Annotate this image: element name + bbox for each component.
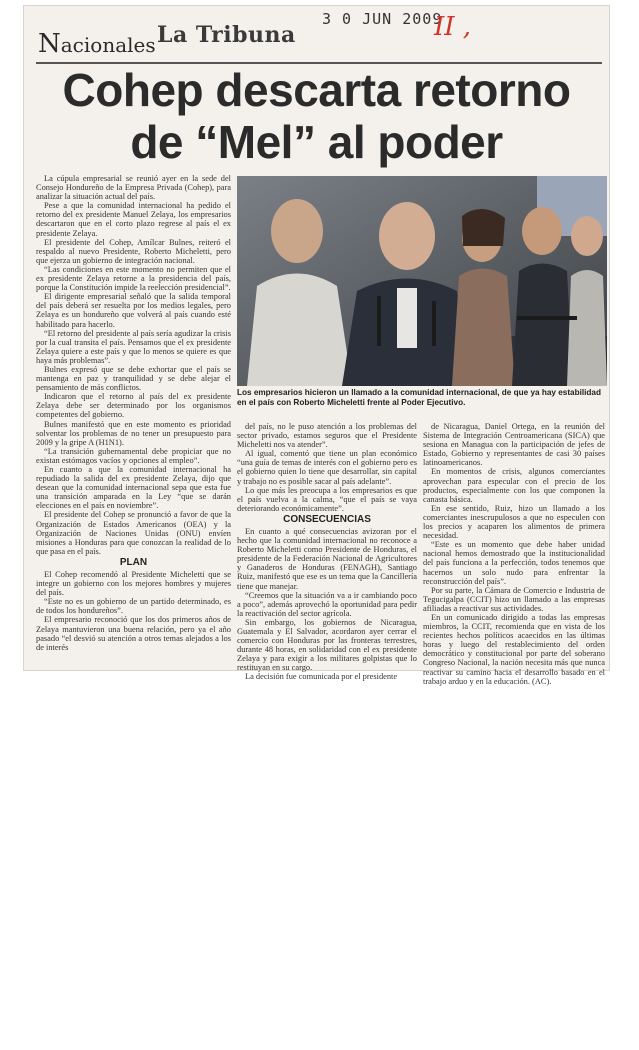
article-paragraph: El empresario reconoció que los dos primeros años de Zelaya mantuvieron una buena relación, pero ya el año pasado “el desvió su atención a otros temas alejados a los de interés — [36, 615, 231, 652]
article-paragraph: En cuanto a qué consecuencias avizoran por el hecho que la comunidad internacional no reconoce a Roberto Micheletti como Presidente de Honduras, el presidente de la Federación Nacional de Agricultores y Ganaderos de Honduras (FENAGH), Santiago Ruiz, manifestó que ese es un tema que la Cancillería tiene que manejar. — [237, 526, 417, 591]
column-3-paragraphs — [423, 422, 605, 686]
photo-image — [237, 176, 607, 386]
subhead-consecuencias: CONSECUENCIAS — [283, 513, 371, 525]
article-paragraph: En un comunicado dirigido a todas las empresas miembros, la CCIT, recomienda que en vista de los recientes hechos políticos acaecidos en las últimas horas y luego del restablecimiento del orden democrático y constitucional por parte del soberano Congreso Nacional, la nación necesita más que nunca reactivar su camino hacia el desarrollo basado en el trabajo arduo y en la educación. (AC). — [423, 612, 605, 686]
article-column-3 — [423, 422, 605, 686]
article-paragraph: Por su parte, la Cámara de Comercio e Industria de Tegucigalpa (CCIT) hizo un llamado a las empresas afiliadas a reactivar sus actividades. — [423, 585, 605, 613]
newspaper-masthead: La Tribuna — [157, 22, 296, 48]
article-column-1 — [36, 174, 231, 669]
article-paragraph: En momentos de crisis, algunos comerciantes aprovechan para especular con el precio de los productos, especialmente con los que componen la canasta básica. — [423, 467, 605, 504]
article-paragraph: En cuanto a que la comunidad internacional ha repudiado la salida del ex presidente Zelaya, dijo que desean que la comunidad internacional sepa que esta fue una transición amparada en la Ley “que se darán elecciones en el país en noviembre”. — [36, 465, 231, 511]
article-paragraph: “El retorno del presidente al país sería agudizar la crisis por la cual transita el país. Pensamos que el ex presidente Zelaya quiere a este país y que lo menos se quiere es que haya más problemas”. — [36, 328, 231, 365]
article-paragraph: del país, no le puso atención a los problemas del sector privado, estamos seguros que el Presidente Micheletti nos va atender”. — [237, 422, 417, 450]
article-paragraph: Sin embargo, los gobiernos de Nicaragua, Guatemala y El Salvador, acordaron ayer cerrar el comercio con Honduras por las fronteras terrestres, durante 48 horas, en solidaridad con el ex presidente Zelaya y para exigir a los militares golpistas que lo restituyan en su cargo. — [237, 617, 417, 673]
news-photo — [237, 176, 607, 386]
handwritten-mark: II , — [434, 12, 472, 42]
article-paragraph: El Cohep recomendó al Presidente Micheletti que se integre un gobierno con los mejores hombres y mujeres del país. — [36, 569, 231, 598]
article-paragraph: Lo que más les preocupa a los empresarios es que el país vuelva a la calma, “que el país se vaya deteriorando económicamente”. — [237, 485, 417, 513]
article-paragraph: El dirigente empresarial señaló que la salida temporal del país deberá ser resuelta por los medios legales, pero Zelaya es un hondureño que volverá al país cuando esté habilitado para hacerlo. — [36, 292, 231, 329]
article-paragraph: El presidente del Cohep, Amílcar Bulnes, reiteró el respaldo al nuevo Presidente, Roberto Micheletti, pero que ejerza un gobierno de integración nacional. — [36, 237, 231, 265]
column-2-consecuencias-paragraphs — [237, 527, 417, 682]
article-paragraph: Bulnes expresó que se debe exhortar que el país se mantenga en paz y tranquilidad y se debe alejar el pensamiento de más conflictos. — [36, 364, 231, 393]
article-paragraph: “Creemos que la situación va a ir cambiando poco a poco”, además aprovechó la oportunidad para pedir la reactivación del sector agrícola. — [237, 590, 417, 618]
article-paragraph: “La transición gubernamental debe propiciar que no existan estómagos vacíos y opciones al empleo”. — [36, 446, 231, 465]
article-paragraph: Indicaron que el retorno al país del ex presidente Zelaya debe ser determinado por los organismos competentes del gobierno. — [36, 392, 231, 420]
column-1-paragraphs — [36, 174, 231, 556]
headline — [24, 64, 609, 168]
article-paragraph: de Nicaragua, Daniel Ortega, en la reunión del Sistema de Integración Centroamericana (SICA) que sesiona en Managua con la participación de jefes de Estado, Gobierno y representantes de casi 30 países latinoamericanos. — [423, 422, 605, 468]
article-paragraph: “Este no es un gobierno de un partido determinado, es de todos los hondureños”. — [36, 597, 231, 616]
article-paragraph: El presidente del Cohep se pronunció a favor de que la Organización de Estados Americanos (OEA) y la Organización de Naciones Unidas (ONU) envíen misiones a Honduras para que conozcan la realidad de lo que pasa en el país. — [36, 510, 231, 556]
photo-caption: Los empresarios hicieron un llamado a la comunidad internacional, de que ya hay estabilidad en el país con Roberto Micheletti frente al Poder Ejecutivo. — [237, 388, 601, 407]
column-1-plan-paragraphs — [36, 570, 231, 652]
article-paragraph: En ese sentido, Ruiz, hizo un llamado a los comerciantes inescrupulosos a que no especulen con los precios y acaparen los alimentos de primera necesidad. — [423, 503, 605, 541]
headline-line-2: de “Mel” al poder — [130, 116, 503, 168]
article-paragraph: Al igual, comentó que tiene un plan económico “una guía de temas de interés con el gobierno pero es el gobierno quien lo tiene que desarrollar, sin capital y trabajo no es posible sacar al país adelante”. — [237, 449, 417, 486]
headline-line-1: Cohep descarta retorno — [62, 64, 571, 116]
newspaper-clipping — [24, 6, 609, 686]
article-paragraph: “Las condiciones en este momento no permiten que el ex presidente Zelaya retorne a la presidencia del país, porque la Constitución impide la reelección presidencial”. — [36, 264, 231, 293]
section-label: Nacionales — [38, 29, 156, 59]
date-stamp: 3 0 JUN 2009 — [322, 10, 443, 28]
subhead-plan: PLAN — [119, 556, 148, 568]
column-2-paragraphs — [237, 422, 417, 513]
clipping-header — [24, 6, 609, 59]
article-paragraph: La cúpula empresarial se reunió ayer en la sede del Consejo Hondureño de la Empresa Privada (Cohep), para analizar la situación actual del país. — [36, 174, 231, 202]
article-paragraph: “Este es un momento que debe haber unidad nacional hemos demostrado que la institucionalidad del país funciona a la perfección, todos tenemos que hacernos un solo nudo para enfrentar la reconstrucción del país”. — [423, 540, 605, 586]
article-column-2 — [237, 422, 417, 682]
article-paragraph: La decisión fue comunicada por el presidente — [245, 672, 398, 682]
article-paragraph: Pese a que la comunidad internacional ha pedido el retorno del ex presidente Manuel Zelaya, los empresarios descartaron que en el corto plazo regrese al país el ex presidente Zelaya. — [36, 201, 231, 238]
article-paragraph: Bulnes manifestó que en este momento es prioridad solventar los problemas de no tener un presupuesto para 2009 y la gripe A (H1N1). — [36, 419, 231, 447]
